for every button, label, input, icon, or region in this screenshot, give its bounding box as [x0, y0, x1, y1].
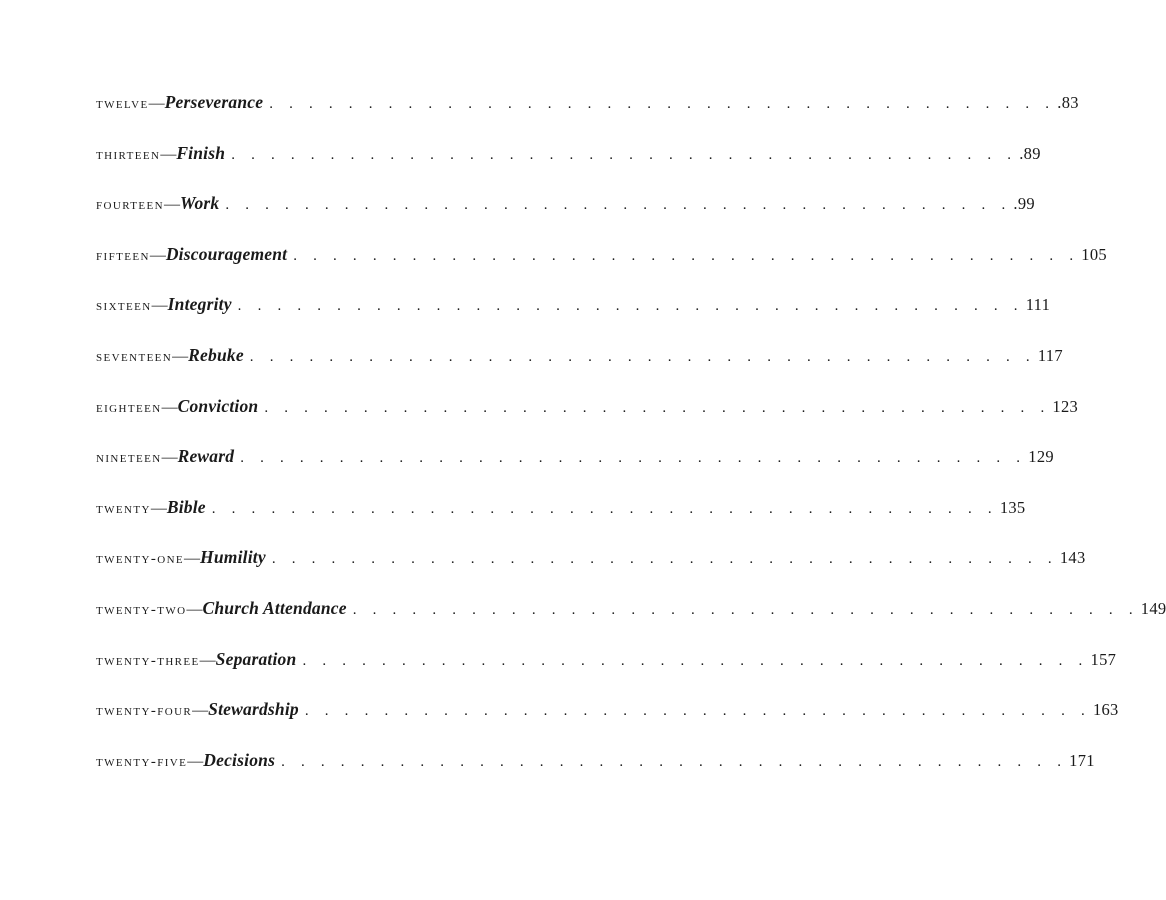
chapter-title: Integrity [167, 294, 232, 315]
chapter-title: Church Attendance [202, 597, 347, 618]
chapter-number: twenty-one [96, 551, 185, 568]
page-number: 171 [1069, 750, 1095, 770]
page-number: 111 [1025, 295, 1051, 315]
chapter-dash: — [172, 347, 189, 365]
chapter-dash: — [163, 196, 180, 214]
chapter-number: eighteen [96, 399, 162, 416]
dot-leader: . . . . . . . . . . . . . . . . . . . . . . . . . . . . . . . . . . . . . . . . [281, 753, 1068, 770]
dot-leader: . . . . . . . . . . . . . . . . . . . . . . . . . . . . . . . . . . . . . . . . [293, 247, 1080, 264]
chapter-title: Conviction [177, 395, 259, 416]
toc-entry-twenty-five[interactable] [96, 748, 1095, 799]
page-number: 149 [1140, 598, 1166, 618]
chapter-title: Humility [200, 547, 266, 568]
chapter-number: fourteen [96, 197, 164, 214]
chapter-title: Discouragement [165, 243, 288, 264]
chapter-dash: — [192, 702, 209, 720]
chapter-title: Perseverance [164, 92, 264, 112]
chapter-dash: — [151, 297, 168, 315]
dot-leader: . . . . . . . . . . . . . . . . . . . . . . . . . . . . . . . . . . . . . . . . [231, 146, 1018, 163]
chapter-title: Decisions [203, 749, 276, 770]
chapter-number: sixteen [96, 298, 152, 315]
chapter-dash: — [160, 145, 177, 163]
toc-entry-twenty-three[interactable] [96, 647, 1117, 698]
chapter-number: fifteen [96, 247, 150, 264]
page-number: 135 [999, 497, 1026, 517]
chapter-dash: — [184, 550, 201, 568]
chapter-title: Work [179, 193, 220, 214]
chapter-number: twenty-five [96, 753, 188, 770]
page-number: .89 [1019, 143, 1041, 163]
toc-entry-seventeen[interactable] [96, 343, 1063, 394]
page-number: 105 [1081, 244, 1107, 264]
chapter-number: twenty-three [96, 652, 200, 669]
chapter-number: twelve [96, 96, 149, 112]
page-number: 157 [1090, 649, 1117, 669]
toc-entry-twelve[interactable] [96, 90, 1079, 141]
chapter-number: seventeen [96, 348, 173, 365]
dot-leader: . . . . . . . . . . . . . . . . . . . . . . . . . . . . . . . . . . . . . . . . [237, 298, 1024, 315]
toc-entry-sixteen[interactable] [96, 292, 1051, 343]
chapter-title: Finish [176, 142, 226, 163]
toc-entry-twenty-four[interactable] [96, 697, 1119, 748]
chapter-title: Stewardship [208, 699, 299, 720]
toc-entry-fifteen[interactable] [96, 242, 1107, 293]
toc-entry-nineteen[interactable] [96, 444, 1054, 495]
chapter-dash: — [161, 398, 178, 416]
dot-leader: . . . . . . . . . . . . . . . . . . . . . . . . . . . . . . . . . . . . . . . . [302, 652, 1089, 669]
chapter-dash: — [148, 95, 165, 112]
toc-entry-twenty-two[interactable] [96, 596, 1166, 647]
chapter-dash: — [199, 651, 216, 669]
chapter-title: Rebuke [188, 344, 244, 365]
table-of-contents [96, 90, 1166, 798]
page-number: 123 [1052, 396, 1079, 416]
page-number: 129 [1028, 447, 1054, 467]
chapter-dash: — [187, 752, 204, 770]
chapter-dash: — [150, 499, 167, 517]
toc-entry-twenty[interactable] [96, 495, 1026, 546]
chapter-title: Separation [215, 648, 297, 669]
dot-leader: . . . . . . . . . . . . . . . . . . . . . . . . . . . . . . . . . . . . . . . . [264, 399, 1051, 416]
dot-leader: . . . . . . . . . . . . . . . . . . . . . . . . . . . . . . . . . . . . . . . . [352, 601, 1139, 618]
chapter-title: Bible [166, 496, 206, 517]
toc-entry-eighteen[interactable] [96, 394, 1079, 445]
page-number: 163 [1092, 700, 1119, 720]
chapter-title: Reward [177, 446, 235, 467]
dot-leader: . . . . . . . . . . . . . . . . . . . . . . . . . . . . . . . . . . . . . . . . [211, 500, 998, 517]
page-number: 143 [1059, 548, 1086, 568]
chapter-dash: — [149, 246, 166, 264]
dot-leader: . . . . . . . . . . . . . . . . . . . . . . . . . . . . . . . . . . . . . . . . [271, 551, 1058, 568]
chapter-dash: — [161, 449, 178, 467]
chapter-number: twenty [96, 500, 151, 517]
dot-leader: . . . . . . . . . . . . . . . . . . . . . . . . . . . . . . . . . . . . . . . . [249, 348, 1036, 365]
dot-leader: . . . . . . . . . . . . . . . . . . . . . . . . . . . . . . . . . . . . . . . . [240, 450, 1027, 467]
chapter-number: nineteen [96, 450, 162, 467]
dot-leader: . . . . . . . . . . . . . . . . . . . . . . . . . . . . . . . . . . . . . . . . [225, 197, 1012, 214]
toc-entry-thirteen[interactable] [96, 141, 1041, 192]
toc-entry-fourteen[interactable] [96, 191, 1035, 242]
chapter-number: twenty-two [96, 601, 187, 618]
page-number: .83 [1057, 93, 1079, 112]
dot-leader: . . . . . . . . . . . . . . . . . . . . . . . . . . . . . . . . . . . . . . . . [269, 96, 1056, 112]
chapter-number: thirteen [96, 146, 161, 163]
toc-entry-twenty-one[interactable] [96, 545, 1086, 596]
chapter-dash: — [186, 600, 203, 618]
page-number: .99 [1013, 194, 1035, 214]
dot-leader: . . . . . . . . . . . . . . . . . . . . . . . . . . . . . . . . . . . . . . . . [304, 703, 1091, 720]
chapter-number: twenty-four [96, 703, 193, 720]
page-number: 117 [1037, 345, 1063, 365]
